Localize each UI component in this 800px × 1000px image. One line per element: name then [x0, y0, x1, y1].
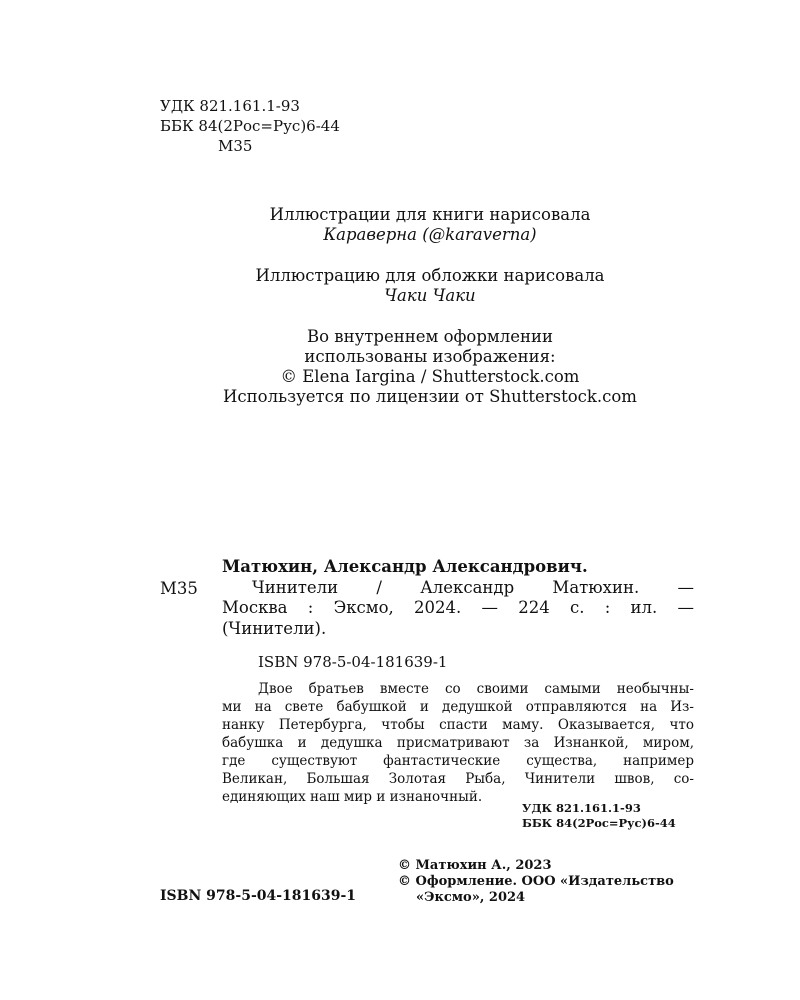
illustrations-artist: Караверна (@karaverna)	[323, 225, 537, 244]
biblio-line-1: Чинители / Александр Матюхин. —	[252, 577, 694, 597]
biblio-line-3: (Чинители).	[222, 618, 327, 638]
annotation	[222, 680, 694, 806]
biblio-author: Матюхин, Александр Александрович.	[222, 557, 588, 576]
annotation-line: нанку Петербурга, чтобы спасти маму. Оказывается, что	[222, 717, 694, 733]
copyright-author: © Матюхин А., 2023	[398, 858, 552, 873]
top-classification-codes	[160, 96, 340, 156]
cover-artist: Чаки Чаки	[384, 286, 476, 305]
udk-code: УДК 821.161.1-93	[160, 97, 300, 115]
annotation-line: где существуют фантастические существа, например	[222, 753, 694, 769]
annotation-line: Великан, Большая Золотая Рыба, Чинители швов, со-	[222, 771, 694, 787]
udk-code-bottom: УДК 821.161.1-93	[522, 801, 641, 815]
biblio-author-mark: М35	[160, 579, 198, 598]
images-line-2: использованы изображения:	[304, 347, 556, 366]
annotation-line: Двое братьев вместе со своими самыми необычны-	[258, 681, 694, 697]
illustrations-line: Иллюстрации для книги нарисовала	[269, 205, 591, 224]
copyright-design: © Оформление. ООО «Издательство	[398, 874, 674, 889]
cover-credit	[0, 266, 800, 306]
author-mark: М35	[218, 137, 253, 155]
illustrations-credit	[0, 205, 800, 245]
copyright-publisher: «Эксмо», 2024	[416, 890, 526, 905]
images-copyright: © Elena Iargina / Shutterstock.com	[280, 367, 580, 386]
annotation-line: бабушка и дедушка присматривают за Изнанкой, миром,	[222, 735, 694, 751]
bbk-code-bottom: ББК 84(2Рос=Рус)6-44	[522, 816, 676, 830]
annotation-line: ми на свете бабушкой и дедушкой отправляются на Из-	[222, 699, 694, 715]
copyright-block	[398, 858, 674, 906]
bbk-code: ББК 84(2Рос=Рус)6-44	[160, 117, 340, 135]
license-line: Используется по лицензии от Shutterstock.com	[223, 387, 637, 406]
image-credits	[0, 327, 800, 407]
images-line-1: Во внутреннем оформлении	[306, 327, 553, 346]
annotation-line: единяющих наш мир и изнаночный.	[222, 789, 483, 805]
bottom-classification-codes	[522, 801, 676, 831]
biblio-line-2: Москва : Эксмо, 2024. — 224 с. : ил. —	[222, 598, 694, 617]
isbn-bottom: ISBN 978-5-04-181639-1	[160, 888, 357, 904]
bibliographic-record	[222, 557, 694, 639]
isbn-main: ISBN 978-5-04-181639-1	[258, 653, 448, 671]
cover-line: Иллюстрацию для обложки нарисовала	[255, 266, 605, 285]
